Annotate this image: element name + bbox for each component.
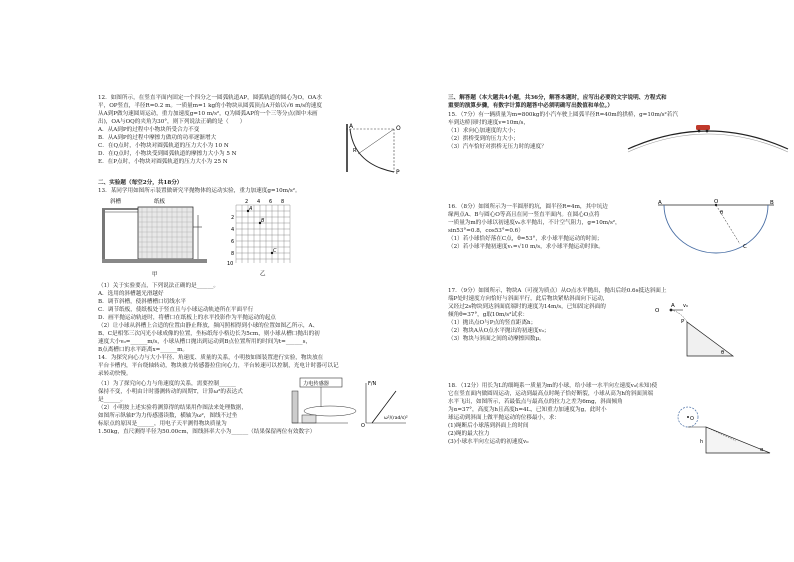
q16-line: 缘两点A、B与圆心O等高且在同一竖直平面内。在圆心O点将 (448, 212, 600, 218)
q13-figure-yi (226, 197, 306, 277)
q13-point-label: C (273, 248, 277, 254)
q14-apparatus-figure (290, 377, 360, 427)
q12-option: E．在P点时，小物块对圆弧轨道的压力大小为 25 N (98, 159, 228, 165)
q17-label-v0: v₀ (683, 303, 688, 309)
q13-point-label: A (249, 206, 253, 212)
q18-line: (2)绳的最大拉力 (448, 431, 490, 437)
q12-arc-diagram (346, 124, 406, 176)
q17-line: （3）物块与斜面之间的动摩擦因数μ。 (448, 336, 545, 342)
q13-line: 速度大小v₀=______m/s，小球从槽口抛出到运动到B点位置所用的时间为t=______s， (98, 339, 312, 345)
q18-circle-incline-figure (676, 395, 776, 455)
section-3-title: 重要的演算步骤，有数字计算的题答中必须明确写出数值和单位。） (448, 103, 614, 109)
q13-y-tick: 8 (231, 251, 235, 257)
q14-line: 如图所示纵轴F为力传感器读数，横轴为ω²，图线不过坐 (98, 413, 238, 419)
q14-line: （1）为了探究向心力与角速度的关系，需要控制______ (98, 381, 236, 387)
q16-line: 一质量为m的小球以初速度v₀水平抛出，不计空气阻力，g=10m/s²， (448, 220, 621, 226)
q14-line: 录转动快慢。 (98, 371, 132, 377)
q14-f-axis-label: F/N (368, 381, 377, 387)
q15-line: （3）汽车恰好对拱桥无压力时的速度？ (448, 144, 547, 150)
q17-label-p: P (681, 319, 685, 325)
q12-line: 从A到P做匀速圆周运动，重力加速度g=10 m/s²，Q为圆弧AP的一个三等分点(图中未画 (98, 111, 318, 117)
q16-label-b: B (770, 200, 774, 206)
q17-label-o: O (655, 308, 660, 314)
q17-line: 17．（9分）如图所示，物块A（可视为质点）从O点水平抛出，抛出后经0.6s抵达斜面上 (448, 288, 667, 294)
q13-x-tick: 6 (269, 199, 273, 205)
q16-label-a: A (658, 200, 662, 206)
q17-label-a: A (671, 303, 675, 309)
q13-option: A．选用的斜槽越光滑越好 (98, 291, 164, 297)
q13-line: B点离槽口的水平距离x=______m。 (98, 347, 188, 353)
q18-line: 球运动到斜面上做平抛运动的位移最小，求： (448, 415, 560, 421)
q15-line: （1）求向心加速度的大小； (448, 128, 519, 134)
q13-option: D．画平抛运动轨迹时，将槽口在纸板上的水平投影作为平抛运动的起点 (98, 315, 276, 321)
q13-y-tick: 10 (227, 261, 234, 267)
q12-label-a: A (349, 123, 354, 130)
q13-option: C．调节纸板，使纸板处于竖直且与小球运动轨迹所在平面平行 (98, 307, 254, 313)
q14-line: （2）小明按上述实验将测算得的结果用作图法来处理数据， (98, 405, 247, 411)
q16-label-theta: θ (720, 210, 724, 216)
q12-line: 平，OP竖直，半径R=0.2 m。一质量m=1 kg的小物块从圆弧顶点A开始以√6 m/s的速度 (98, 103, 322, 109)
q18-line: 为α=37°，高度为h且高度h=4L，已知重力加速度为g，此时小 (448, 407, 607, 413)
q18-line: (3)小球水平向左运动的初速度v₀ (448, 439, 529, 445)
q14-sensor-label: 力电传感器 (303, 381, 329, 387)
q14-omega-axis-label: ω²/(rad/s)² (384, 416, 408, 421)
q18-label-alpha: α (760, 447, 764, 453)
q12-label-p: P (396, 169, 400, 176)
q13-line: B、C是相邻三次闪光小球成像的位置，坐标纸每小格边长为5cm，则小球从槽口抛出的初 (98, 331, 320, 337)
q17-line: （1）抛出点O与P点的竖直距离h； (448, 320, 537, 326)
q14-line: 是______。 (98, 397, 126, 403)
q16-line: （2）若小球平抛初速度v₁=√10 m/s，求小球平抛运动时间t。 (448, 244, 604, 250)
q16-line: （1）若小球恰好落在C点，θ=53°，求小球平抛运动的时间； (448, 236, 603, 242)
q15-bridge-figure (628, 115, 788, 155)
q12-label-o: O (396, 125, 401, 132)
q12-option: C．在Q点时，小物块对圆弧轨道的压力大小为 10 N (98, 143, 229, 149)
q13-caption-yi: 乙 (260, 271, 266, 277)
q17-line: （2）物块A从O点水平抛出的初速度v₀； (448, 328, 550, 334)
q12-option: D．在Q点时，小物块受到圆弧轨道的摩擦力大小为 5 N (98, 151, 237, 157)
q12-line: 12．如图所示，在竖直平面内固定一个四分之一圆弧轨道AP，圆弧轨道的圆心为O，OA水 (98, 95, 322, 101)
right-column (448, 0, 788, 562)
section-3-title: 三、解答题（本大题共4小题，共36分，解答本题时，应写出必要的文字说明、方程式和 (448, 95, 667, 101)
q13-x-tick: 4 (257, 199, 261, 205)
q13-y-tick: 4 (231, 227, 235, 233)
q17-line: 又经过2s物块到达斜面底端时的速度为14m/s，已知固定斜面的 (448, 304, 606, 310)
q18-line: 它在竖直面内做圆周运动，运动到最高点时绳子恰好断裂，小球从高为h的斜面顶端 (448, 391, 653, 397)
q14-line: 标原点的原因是______，用电子天平测得物块质量为 (98, 421, 227, 427)
q13-y-tick: 2 (231, 215, 235, 221)
q12-option: A．从A到P的过程中小物块所受合力不变 (98, 127, 200, 133)
q17-incline-figure (653, 298, 743, 360)
q14-graph (360, 379, 408, 427)
q14-line: 1.50kg，直尺测得半径为50.00cm，图线斜率大小为______（结果保留两位有效数字） (98, 429, 316, 435)
q18-label-h: h (700, 439, 704, 445)
q14-line: 平台卡槽内，平台绕轴转动，物块被力传感器拉住向心力，平台转速可以控制，光电计时器可以记 (98, 363, 339, 369)
q15-line: （2）拱桥受到的压力大小； (448, 136, 519, 142)
section-2-title: 二、实验题（每空2分，共18分） (98, 180, 183, 186)
q12-label-r: R (353, 148, 357, 154)
q16-label-o: O (714, 199, 719, 205)
q14-line: 14．为探究向心力与大小半径、角速度、质量的关系，小明按如图装置进行实验，物块放在 (98, 355, 324, 361)
left-column (98, 0, 438, 562)
q18-line: 18．（12分）用长为L的细绳系一质量为m的小球，给小球一水平向左速度v₀(未知)使 (448, 383, 658, 389)
q16-line: 16．（8分）如图所示为一半圆形的坑，圆半径R=4m，其中坑边 (448, 204, 608, 210)
q15-line: 车到达桥顶时的速度v=10m/s， (448, 120, 529, 126)
q13-y-tick: 6 (231, 239, 235, 245)
q13-option: B．调节斜槽，使斜槽槽口切线水平 (98, 299, 187, 305)
q16-label-c: C (743, 244, 747, 250)
q16-semicircle-figure (656, 200, 776, 260)
q13-slope-label: 斜槽 (110, 199, 122, 205)
q12-line: 出)，OA与OQ的夹角为30°，则下列说法正确的是（ ） (98, 119, 246, 125)
q13-x-tick: 2 (245, 199, 249, 205)
q18-line: 水平飞出，如图所示，若最低点与最高点的拉力之差为6mg，斜面倾角 (448, 399, 623, 405)
q15-line: 15．（7分）有一辆质量为m=800kg的小汽车驶上圆弧半径R=40m的拱桥，g=10m/s²若汽 (448, 112, 678, 118)
q12-option: B．从A到P的过程中摩擦力做功的功率逐渐增大 (98, 135, 217, 141)
q16-line: sin53°=0.8，cos53°=0.6） (448, 228, 524, 234)
q18-label-o: O (690, 416, 694, 422)
q17-line: 倾角θ=37°，g取10m/s²试求： (448, 312, 529, 318)
q13-point-label: B (261, 218, 265, 224)
q13-line: （2）让小球从斜槽上合适的位置由静止释放，频闪照相得到小球的位置如图乙所示，A、 (98, 323, 319, 329)
q13-intro: 13．某同学用如图所示装置做研究平抛物体的运动实验，重力加速度g=10m/s²。 (98, 188, 301, 194)
q17-label-theta: θ (721, 350, 725, 356)
q13-board-label: 纸板 (154, 199, 166, 205)
q14-line: 保持不变，小明由计时器测转动的周期T，计算ω²的表达式 (98, 389, 243, 395)
q13-figure-jia (102, 197, 212, 277)
q17-line: 端P处时速度方向恰好与斜面平行，此后物块紧贴斜面向下运动， (448, 296, 609, 302)
q18-line: (1)绳断后小球落到斜面上的时间 (448, 423, 529, 429)
q13-x-tick: 8 (281, 199, 285, 205)
q13-line: （1）关于实验要点，下列说法正确的是______。 (98, 283, 220, 289)
q13-caption-jia: 甲 (152, 272, 158, 278)
q14-origin-label: O (361, 423, 365, 429)
